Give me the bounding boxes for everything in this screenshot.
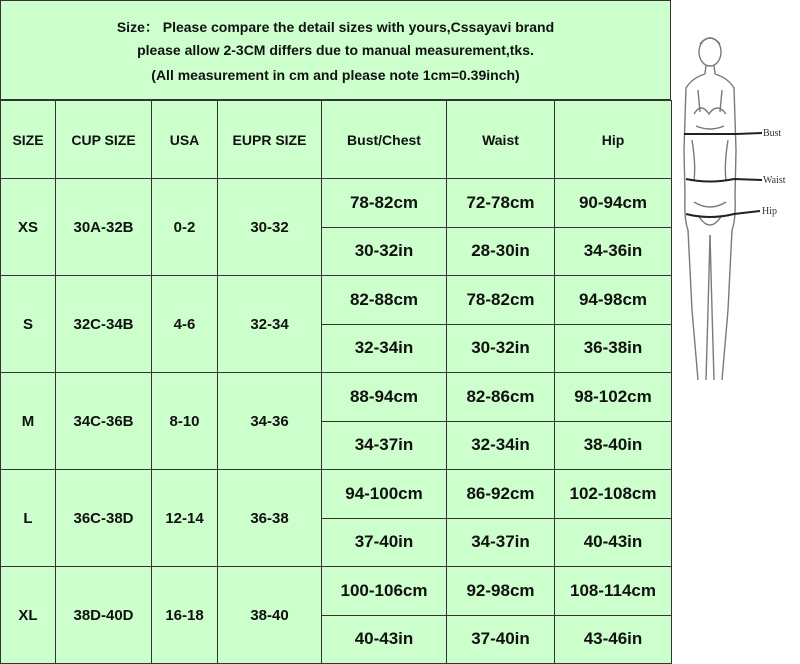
size-table <box>0 100 672 664</box>
waist-in-cell: 32-34in <box>447 421 555 470</box>
bust-cm-cell: 78-82cm <box>322 179 447 228</box>
hip-in-cell: 36-38in <box>555 324 672 373</box>
hip-in-cell: 40-43in <box>555 518 672 567</box>
col-cup-size: CUP SIZE <box>56 101 152 179</box>
usa-cell: 4-6 <box>152 276 218 373</box>
waist-in-cell: 37-40in <box>447 615 555 664</box>
waist-label: Waist <box>763 175 786 186</box>
body-measurement-icon <box>676 30 800 386</box>
hip-cm-cell: 108-114cm <box>555 567 672 616</box>
table-row <box>1 276 672 325</box>
bust-cm-cell: 88-94cm <box>322 373 447 422</box>
hip-cm-cell: 98-102cm <box>555 373 672 422</box>
eupr-cell: 38-40 <box>218 567 322 664</box>
bust-cm-cell: 94-100cm <box>322 470 447 519</box>
col-bust-chest: Bust/Chest <box>322 101 447 179</box>
bust-line <box>684 133 762 134</box>
hip-line <box>686 211 760 217</box>
table-row <box>1 567 672 616</box>
hip-in-cell: 38-40in <box>555 421 672 470</box>
table-row <box>1 470 672 519</box>
bust-in-cell: 40-43in <box>322 615 447 664</box>
bust-in-cell: 32-34in <box>322 324 447 373</box>
bust-in-cell: 37-40in <box>322 518 447 567</box>
col-size: SIZE <box>1 101 56 179</box>
cup-cell: 32C-34B <box>56 276 152 373</box>
bust-cm-cell: 100-106cm <box>322 567 447 616</box>
eupr-cell: 32-34 <box>218 276 322 373</box>
note-line-2: please allow 2-3CM differs due to manual measurement,tks. <box>137 42 534 58</box>
waist-in-cell: 34-37in <box>447 518 555 567</box>
note-line-1: Size： Please compare the detail sizes with yours,Cssayavi brand <box>116 19 555 35</box>
table-header-row <box>1 101 672 179</box>
usa-cell: 0-2 <box>152 179 218 276</box>
size-cell: S <box>1 276 56 373</box>
usa-cell: 12-14 <box>152 470 218 567</box>
cup-cell: 34C-36B <box>56 373 152 470</box>
note-line-3: (All measurement in cm and please note 1cm=0.39inch) <box>151 67 520 83</box>
table-row <box>1 373 672 422</box>
size-cell: XL <box>1 567 56 664</box>
size-cell: M <box>1 373 56 470</box>
cup-cell: 30A-32B <box>56 179 152 276</box>
usa-cell: 16-18 <box>152 567 218 664</box>
size-cell: XS <box>1 179 56 276</box>
col-waist: Waist <box>447 101 555 179</box>
waist-cm-cell: 86-92cm <box>447 470 555 519</box>
hip-in-cell: 34-36in <box>555 227 672 276</box>
hip-in-cell: 43-46in <box>555 615 672 664</box>
waist-cm-cell: 72-78cm <box>447 179 555 228</box>
waist-cm-cell: 78-82cm <box>447 276 555 325</box>
cup-cell: 36C-38D <box>56 470 152 567</box>
waist-in-cell: 28-30in <box>447 227 555 276</box>
bust-label: Bust <box>763 128 782 139</box>
waist-in-cell: 30-32in <box>447 324 555 373</box>
size-cell: L <box>1 470 56 567</box>
table-row <box>1 179 672 228</box>
col-eupr-size: EUPR SIZE <box>218 101 322 179</box>
col-usa: USA <box>152 101 218 179</box>
bust-in-cell: 34-37in <box>322 421 447 470</box>
usa-cell: 8-10 <box>152 373 218 470</box>
cup-cell: 38D-40D <box>56 567 152 664</box>
hip-cm-cell: 102-108cm <box>555 470 672 519</box>
body-outline-icon <box>676 30 800 386</box>
eupr-cell: 34-36 <box>218 373 322 470</box>
size-note-header <box>0 0 671 100</box>
hip-cm-cell: 94-98cm <box>555 276 672 325</box>
col-hip: Hip <box>555 101 672 179</box>
waist-cm-cell: 92-98cm <box>447 567 555 616</box>
eupr-cell: 36-38 <box>218 470 322 567</box>
waist-line <box>686 179 762 182</box>
bust-in-cell: 30-32in <box>322 227 447 276</box>
hip-label: Hip <box>762 206 777 217</box>
hip-cm-cell: 90-94cm <box>555 179 672 228</box>
bust-cm-cell: 82-88cm <box>322 276 447 325</box>
waist-cm-cell: 82-86cm <box>447 373 555 422</box>
eupr-cell: 30-32 <box>218 179 322 276</box>
